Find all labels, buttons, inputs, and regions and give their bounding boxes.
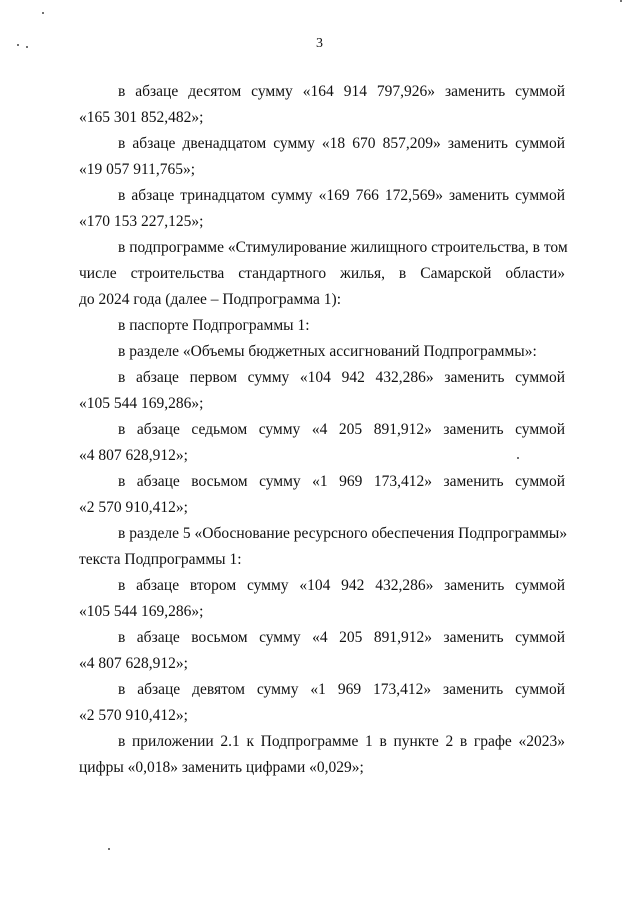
scan-speck <box>42 12 44 14</box>
text-line: «170 153 227,125»; <box>79 213 204 230</box>
text-line: «105 544 169,286»; <box>79 395 204 412</box>
text-line: в абзаце седьмом сумму «4 205 891,912» заменить суммой <box>118 421 565 438</box>
text-line: «2 570 910,412»; <box>79 499 188 516</box>
text-line: «19 057 911,765»; <box>79 161 196 178</box>
text-line: в приложении 2.1 к Подпрограмме 1 в пункте 2 в графе «2023» <box>118 733 565 750</box>
text-line: в абзаце втором сумму «104 942 432,286» заменить суммой <box>118 577 565 594</box>
scan-speck <box>620 0 622 2</box>
text-line: «4 807 628,912»; <box>79 655 188 672</box>
scan-speck <box>17 44 19 46</box>
text-line: в абзаце двенадцатом сумму «18 670 857,209» заменить суммой <box>118 135 565 152</box>
document-body <box>79 79 568 781</box>
text-line: цифры «0,018» заменить цифрами «0,029»; <box>79 759 364 776</box>
page-number: 3 <box>316 36 323 51</box>
text-line: в абзаце десятом сумму «164 914 797,926» заменить суммой <box>118 83 565 100</box>
text-line: «165 301 852,482»; <box>79 109 204 126</box>
text-line: в абзаце тринадцатом сумму «169 766 172,569» заменить суммой <box>118 187 565 204</box>
scan-speck <box>26 46 28 48</box>
text-line: в разделе 5 «Обоснование ресурсного обеспечения Подпрограммы» <box>118 525 568 542</box>
text-line: в абзаце восьмом сумму «4 205 891,912» заменить суммой <box>118 629 565 646</box>
text-line: текста Подпрограммы 1: <box>79 551 242 568</box>
scan-speck <box>108 848 110 850</box>
text-line: «2 570 910,412»; <box>79 707 188 724</box>
text-line: числе строительства стандартного жилья, в Самарской области» <box>79 265 565 282</box>
text-line: «4 807 628,912»; <box>79 447 188 464</box>
text-line: в абзаце восьмом сумму «1 969 173,412» заменить суммой <box>118 473 565 490</box>
text-line: в абзаце первом сумму «104 942 432,286» заменить суммой <box>118 369 565 386</box>
scan-speck <box>517 457 519 459</box>
text-line: до 2024 года (далее – Подпрограмма 1): <box>79 291 342 308</box>
text-line: «105 544 169,286»; <box>79 603 204 620</box>
text-line: в абзаце девятом сумму «1 969 173,412» заменить суммой <box>118 681 565 698</box>
text-line: в паспорте Подпрограммы 1: <box>118 317 310 334</box>
text-line: в разделе «Объемы бюджетных ассигнований Подпрограммы»: <box>118 343 537 360</box>
text-line: в подпрограмме «Стимулирование жилищного строительства, в том <box>118 239 568 256</box>
